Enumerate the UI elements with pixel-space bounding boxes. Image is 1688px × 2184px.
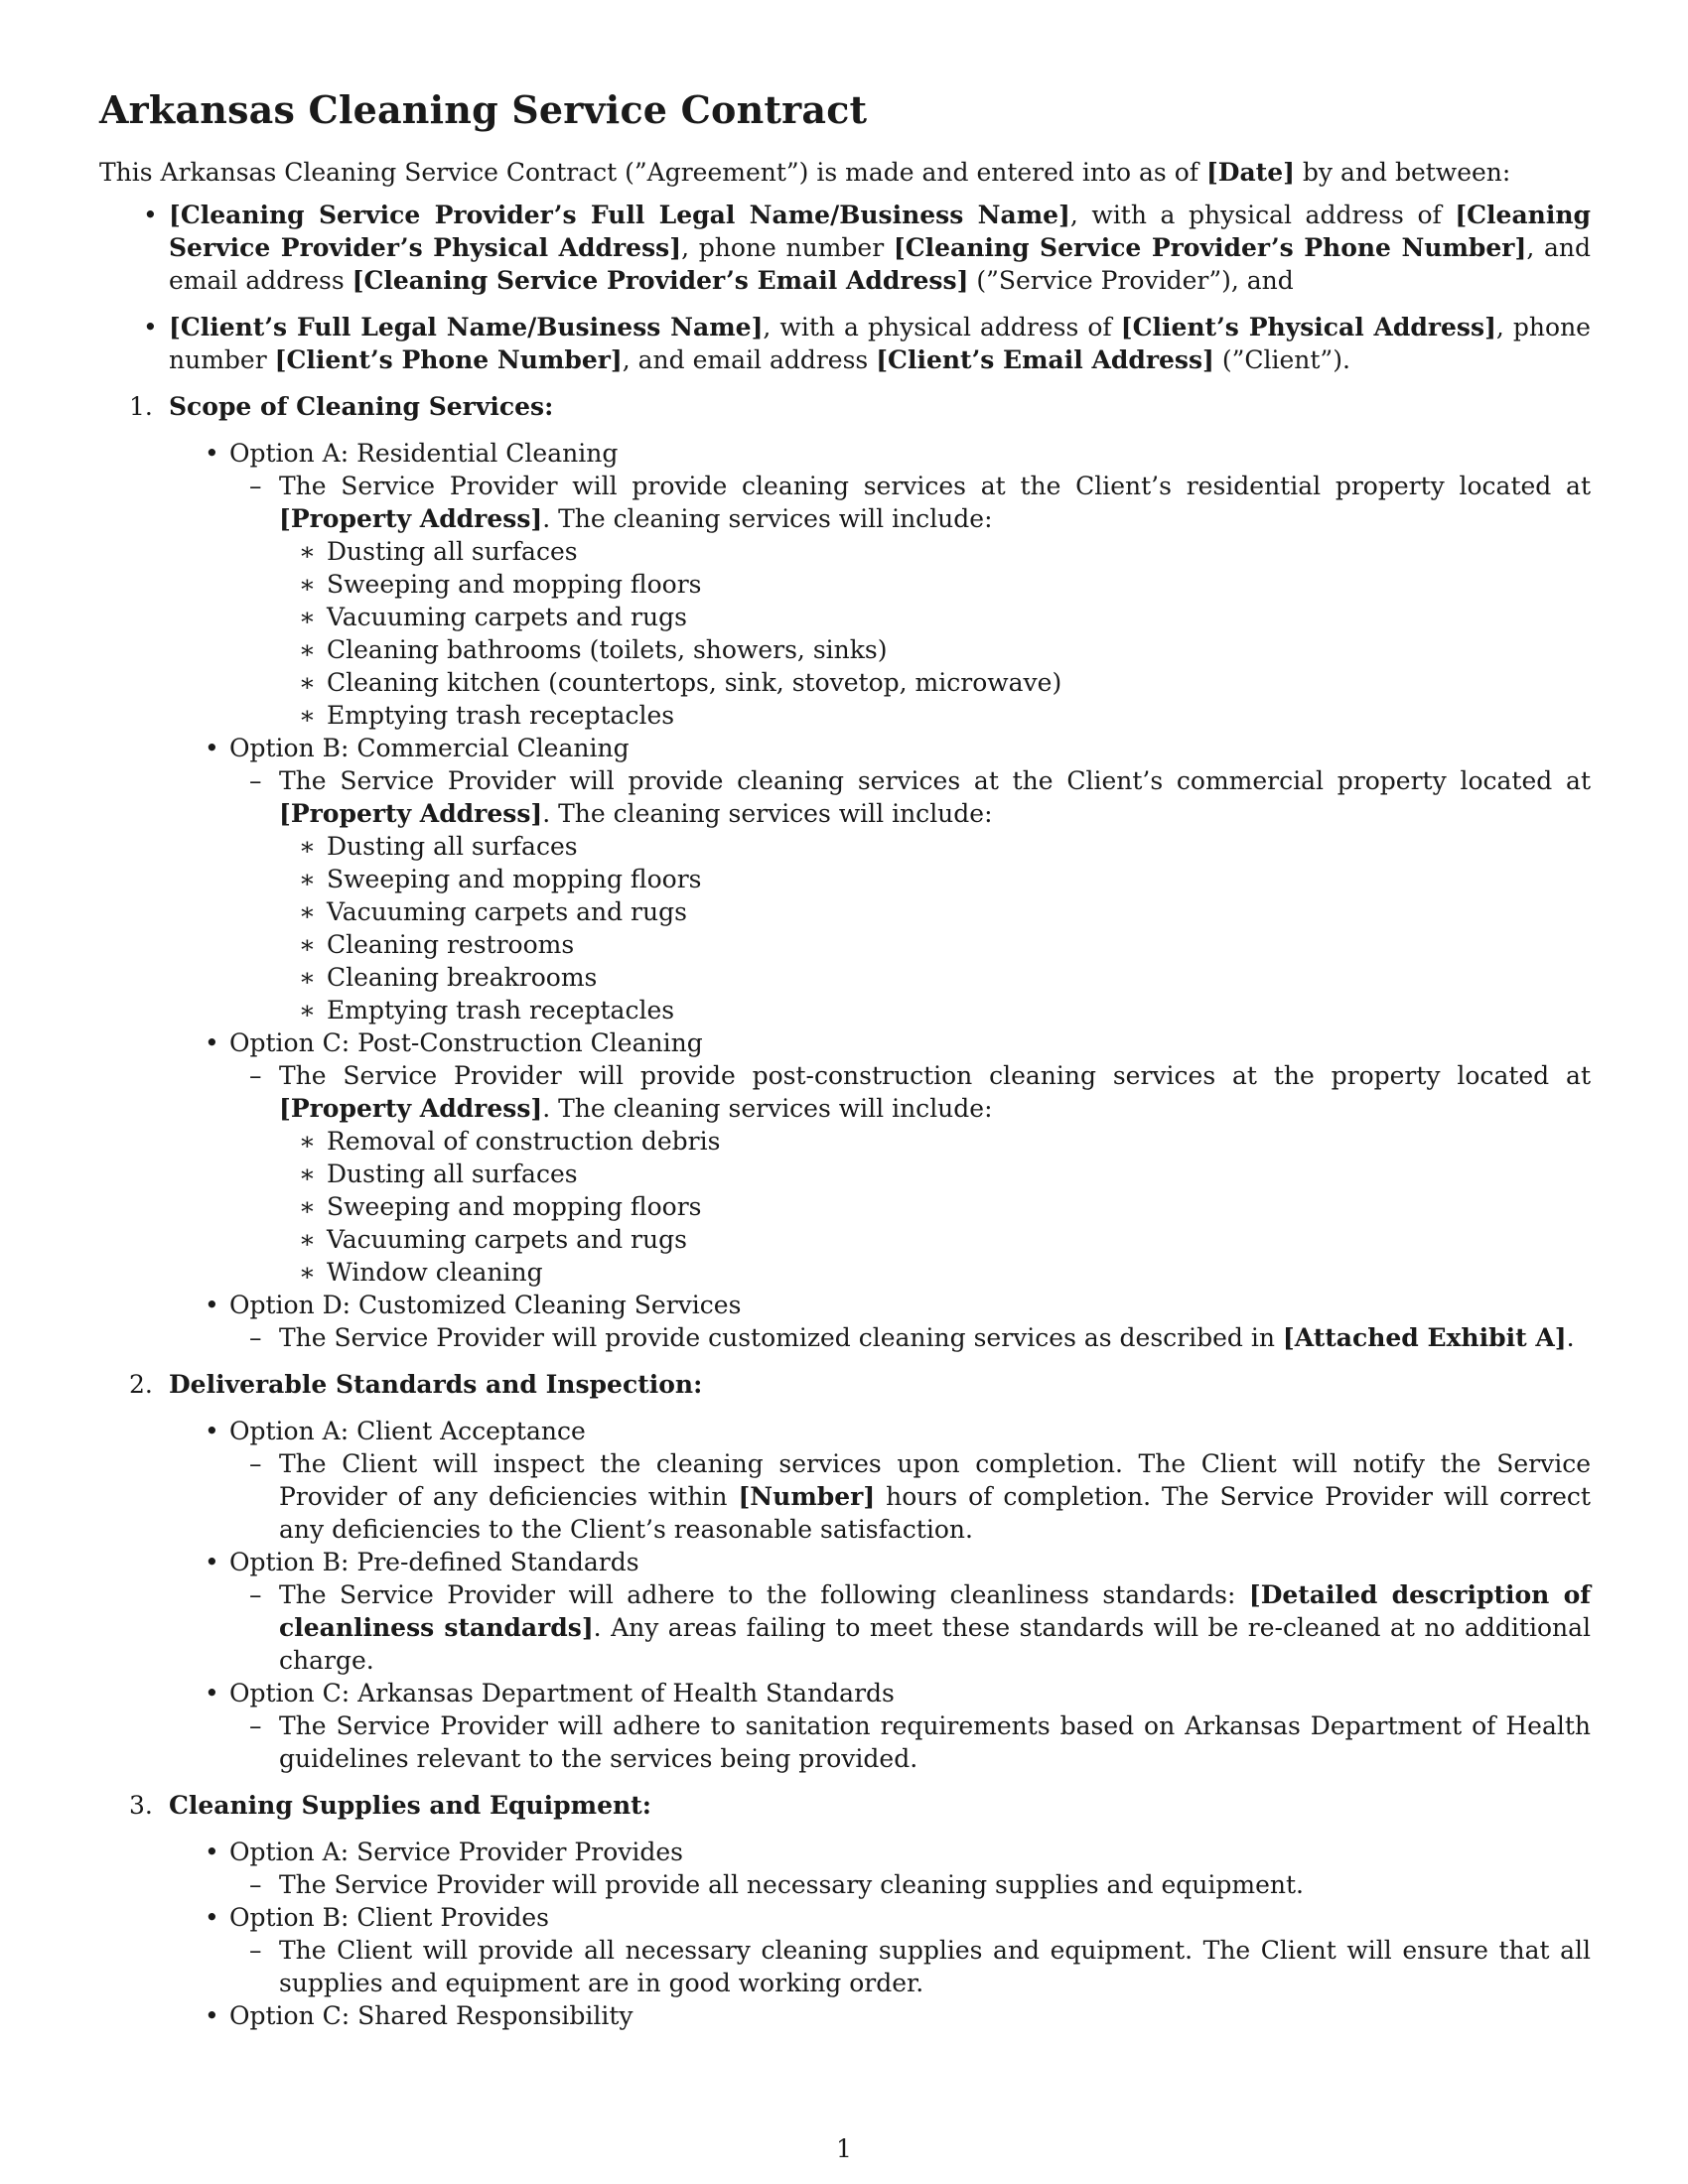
section-title: Deliverable Standards and Inspection: xyxy=(169,1370,703,1399)
description-text: The Service Provider will provide post-construction cleaning services at the property located at xyxy=(279,1061,1591,1090)
party-service-provider xyxy=(99,199,1591,297)
option-client-acceptance xyxy=(169,1415,1591,1546)
option-details xyxy=(229,1934,1591,1999)
service-item: ∗ Cleaning kitchen (countertops, sink, stovetop, microwave) xyxy=(279,666,1591,699)
parties-list xyxy=(99,199,1591,376)
description-text: The Service Provider will provide cleaning services at the Client’s residential property located at xyxy=(279,472,1591,500)
option-label: Option B: Commercial Cleaning xyxy=(229,734,630,762)
date-placeholder: [Date] xyxy=(1205,158,1295,187)
option-post-construction xyxy=(169,1026,1591,1289)
party-text: (”Service Provider”), and xyxy=(968,266,1294,295)
option-label: Option B: Pre-defined Standards xyxy=(229,1548,639,1576)
option-label: Option C: Post-Construction Cleaning xyxy=(229,1028,703,1057)
option-description xyxy=(229,1578,1591,1677)
description-text: The Client will inspect the cleaning services upon completion. The Client will notify the Service Provider of any deficiencies within xyxy=(279,1449,1591,1511)
intro-text: This Arkansas Cleaning Service Contract (”Agreement”) is made and entered into as of xyxy=(99,158,1206,187)
option-shared-responsibility xyxy=(169,1999,1591,2032)
service-item: ∗ Dusting all surfaces xyxy=(279,1158,1591,1190)
option-description xyxy=(229,470,1591,732)
standards-placeholder: [Detailed description of cleanliness standards] xyxy=(279,1580,1591,1642)
options-list xyxy=(169,437,1591,1354)
description-text: hours of completion. The Service Provider will correct any deficiencies to the Client’s reasonable satisfaction. xyxy=(279,1482,1591,1544)
option-description: – The Client will provide all necessary cleaning supplies and equipment. The Client will ensure that all supplies and equipment are in good working order. xyxy=(229,1934,1591,1999)
description-text: The Service Provider will provide cleaning services at the Client’s commercial property located at xyxy=(279,766,1591,795)
options-list xyxy=(169,1415,1591,1775)
party-phone: [Client’s Phone Number] xyxy=(274,345,623,374)
option-provider-provides xyxy=(169,1836,1591,1901)
party-text: , phone number xyxy=(681,233,894,262)
option-label: Option D: Customized Cleaning Services xyxy=(229,1291,742,1319)
service-item: ∗ Vacuuming carpets and rugs xyxy=(279,601,1591,633)
service-item: ∗ Cleaning breakrooms xyxy=(279,961,1591,994)
party-email: [Cleaning Service Provider’s Email Address] xyxy=(352,266,969,295)
party-name: [Cleaning Service Provider’s Full Legal Name/Business Name] xyxy=(169,201,1070,229)
option-description: – The Service Provider will provide all necessary cleaning supplies and equipment. xyxy=(229,1868,1591,1901)
option-details xyxy=(229,764,1591,1026)
party-text: , with a physical address of xyxy=(1069,201,1456,229)
section-supplies xyxy=(99,1789,1591,2032)
party-text: , with a physical address of xyxy=(763,313,1121,341)
option-description xyxy=(229,764,1591,1026)
option-client-provides xyxy=(169,1901,1591,1999)
section-number: 1. xyxy=(129,392,153,421)
service-item: ∗ Cleaning restrooms xyxy=(279,928,1591,961)
description-text: . The cleaning services will include: xyxy=(542,1094,993,1123)
document-page xyxy=(99,87,1591,2046)
option-commercial xyxy=(169,732,1591,1026)
option-description: – The Service Provider will adhere to sanitation requirements based on Arkansas Department of Health guidelines relevant to the services being provided. xyxy=(229,1709,1591,1775)
service-items xyxy=(279,535,1591,732)
option-description xyxy=(229,1059,1591,1289)
option-label: Option A: Residential Cleaning xyxy=(229,439,619,468)
description-text: . xyxy=(1566,1323,1575,1352)
party-text: , and email address xyxy=(169,233,1591,295)
section-title: Cleaning Supplies and Equipment: xyxy=(169,1791,651,1820)
option-label: Option A: Service Provider Provides xyxy=(229,1838,684,1866)
document-title: Arkansas Cleaning Service Contract xyxy=(99,87,868,132)
service-item: ∗ Emptying trash receptacles xyxy=(279,994,1591,1026)
property-address-placeholder: [Property Address] xyxy=(279,799,543,828)
sections-list xyxy=(99,390,1591,2032)
service-item: ∗ Sweeping and mopping floors xyxy=(279,863,1591,895)
option-details xyxy=(229,1059,1591,1289)
service-item: ∗ Vacuuming carpets and rugs xyxy=(279,895,1591,928)
service-item: ∗ Sweeping and mopping floors xyxy=(279,568,1591,601)
option-label: Option C: Arkansas Department of Health Standards xyxy=(229,1679,895,1707)
description-text: The Service Provider will adhere to the following cleanliness standards: xyxy=(279,1580,1249,1609)
party-client xyxy=(99,311,1591,376)
option-health-standards xyxy=(169,1677,1591,1775)
section-number: 3. xyxy=(129,1791,153,1820)
intro-text-end: by and between: xyxy=(1294,158,1511,187)
exhibit-placeholder: [Attached Exhibit A] xyxy=(1282,1323,1567,1352)
service-items xyxy=(279,1125,1591,1289)
option-details xyxy=(229,1447,1591,1546)
property-address-placeholder: [Property Address] xyxy=(279,1094,543,1123)
description-text: . Any areas failing to meet these standards will be re-cleaned at no additional charge. xyxy=(279,1613,1591,1675)
option-label: Option C: Shared Responsibility xyxy=(229,2001,633,2030)
service-item: ∗ Sweeping and mopping floors xyxy=(279,1190,1591,1223)
page-number: 1 xyxy=(836,2134,852,2163)
property-address-placeholder: [Property Address] xyxy=(279,504,543,533)
option-residential xyxy=(169,437,1591,732)
option-label: Option A: Client Acceptance xyxy=(229,1417,586,1445)
option-predefined-standards xyxy=(169,1546,1591,1677)
service-item: ∗ Emptying trash receptacles xyxy=(279,699,1591,732)
service-items xyxy=(279,830,1591,1026)
option-details xyxy=(229,1578,1591,1677)
service-item: ∗ Cleaning bathrooms (toilets, showers, sinks) xyxy=(279,633,1591,666)
number-placeholder: [Number] xyxy=(738,1482,876,1511)
options-list xyxy=(169,1836,1591,2032)
party-phone: [Cleaning Service Provider’s Phone Number] xyxy=(893,233,1527,262)
option-customized xyxy=(169,1289,1591,1354)
section-standards xyxy=(99,1368,1591,1775)
section-number: 2. xyxy=(129,1370,153,1399)
option-details xyxy=(229,1868,1591,1901)
description-text: . The cleaning services will include: xyxy=(542,504,993,533)
section-scope xyxy=(99,390,1591,1354)
description-text: . The cleaning services will include: xyxy=(542,799,993,828)
party-email: [Client’s Email Address] xyxy=(876,345,1214,374)
party-address: [Cleaning Service Provider’s Physical Address] xyxy=(169,201,1591,262)
party-text: , phone number xyxy=(169,313,1591,374)
party-text: (”Client”). xyxy=(1213,345,1350,374)
service-item: ∗ Dusting all surfaces xyxy=(279,535,1591,568)
intro-paragraph xyxy=(99,156,1591,189)
service-item: ∗ Dusting all surfaces xyxy=(279,830,1591,863)
party-name: [Client’s Full Legal Name/Business Name] xyxy=(169,313,764,341)
description-text: The Service Provider will provide customized cleaning services as described in xyxy=(279,1323,1283,1352)
party-address: [Client’s Physical Address] xyxy=(1120,313,1496,341)
option-description xyxy=(229,1321,1591,1354)
service-item: ∗ Vacuuming carpets and rugs xyxy=(279,1223,1591,1256)
service-item: ∗ Window cleaning xyxy=(279,1256,1591,1289)
option-details xyxy=(229,1321,1591,1354)
section-title: Scope of Cleaning Services: xyxy=(169,392,554,421)
party-text: , and email address xyxy=(622,345,877,374)
option-description xyxy=(229,1447,1591,1546)
option-label: Option B: Client Provides xyxy=(229,1903,549,1932)
service-item: ∗ Removal of construction debris xyxy=(279,1125,1591,1158)
option-details xyxy=(229,1709,1591,1775)
option-details xyxy=(229,470,1591,732)
